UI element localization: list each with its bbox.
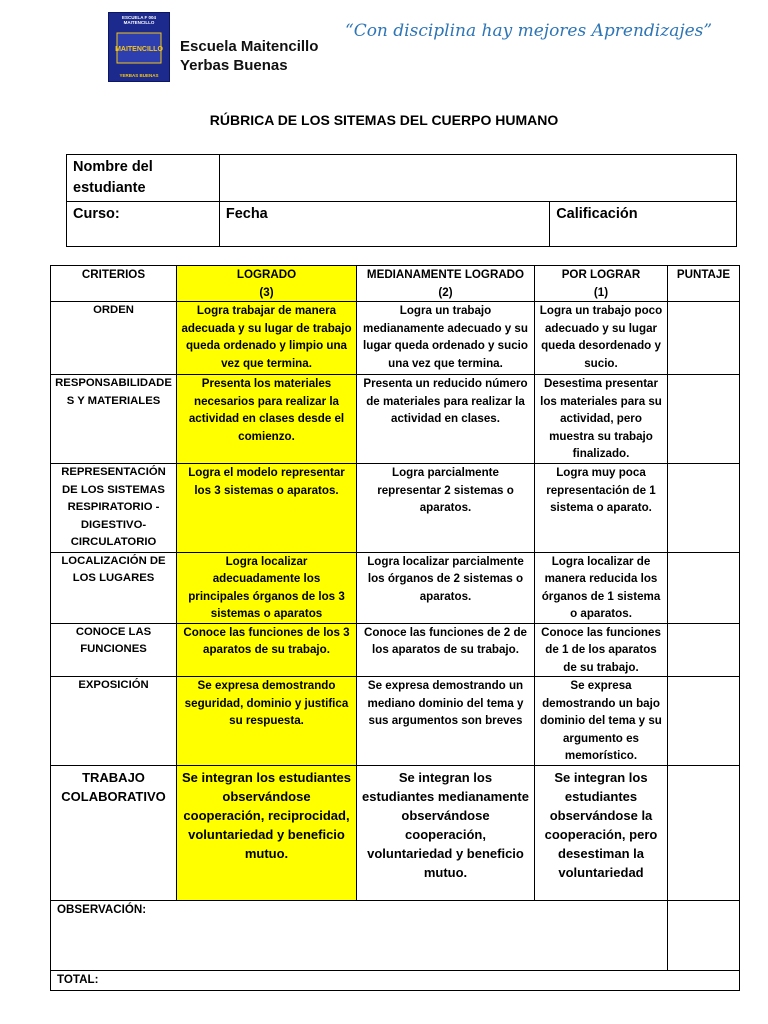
rubric-row	[51, 464, 740, 553]
rubric-row	[51, 375, 740, 464]
logrado-cell: Logra localizar adecuadamente los principales órganos de los 3 sistemas o aparatos	[177, 552, 357, 623]
por-lograr-cell: Logra un trabajo poco adecuado y su lugar queda desordenado y sucio.	[535, 302, 668, 375]
rubric-row	[51, 302, 740, 375]
rubric-row	[51, 677, 740, 766]
logrado-cell: Presenta los materiales necesarios para realizar la actividad en clases desde el comienzo.	[177, 375, 357, 464]
score-cell[interactable]	[668, 677, 740, 766]
header-criterios: CRITERIOS	[51, 266, 177, 302]
observation-score-cell[interactable]	[668, 900, 740, 970]
grade-field[interactable]: Calificación	[550, 202, 737, 247]
medianamente-cell: Conoce las funciones de 2 de los aparatos de su trabajo.	[357, 623, 535, 677]
logrado-cell: Logra el modelo representar los 3 sistemas o aparatos.	[177, 464, 357, 553]
logrado-cell: Logra trabajar de manera adecuada y su lugar de trabajo queda ordenado y limpio una vez que termina.	[177, 302, 357, 375]
document-title: RÚBRICA DE LOS SITEMAS DEL CUERPO HUMANO	[209, 112, 559, 128]
student-info-table	[66, 154, 737, 247]
rubric-row	[51, 623, 740, 677]
score-cell[interactable]	[668, 623, 740, 677]
logrado-cell: Conoce las funciones de los 3 aparatos de su trabajo.	[177, 623, 357, 677]
school-logo	[108, 12, 170, 82]
total-row	[51, 970, 740, 990]
school-name	[180, 37, 318, 75]
por-lograr-cell: Se expresa demostrando un bajo dominio del tema y su argumento es memorístico.	[535, 677, 668, 766]
header-por-lograr: POR LOGRAR (1)	[535, 266, 668, 302]
medianamente-cell: Logra parcialmente representar 2 sistemas o aparatos.	[357, 464, 535, 553]
date-field[interactable]: Fecha	[219, 202, 549, 247]
criterion-cell: CONOCE LAS FUNCIONES	[51, 623, 177, 677]
por-lograr-cell: Desestima presentar los materiales para su actividad, pero muestra su trabajo finalizado.	[535, 375, 668, 464]
logrado-cell: Se integran los estudiantes observándose cooperación, reciprocidad, voluntariedad y beneficio mutuo.	[177, 765, 357, 900]
medianamente-cell: Se integran los estudiantes medianamente observándose cooperación, voluntariedad y beneficio mutuo.	[357, 765, 535, 900]
por-lograr-cell: Se integran los estudiantes observándose la cooperación, pero desestiman la voluntariedad	[535, 765, 668, 900]
observation-field[interactable]: OBSERVACIÓN:	[51, 900, 668, 970]
student-name-field[interactable]	[219, 155, 736, 202]
criterion-cell: RESPONSABILIDADES Y MATERIALES	[51, 375, 177, 464]
header-medianamente: MEDIANAMENTE LOGRADO (2)	[357, 266, 535, 302]
score-cell[interactable]	[668, 765, 740, 900]
logo-mid-text: MAITENCILLO	[115, 46, 163, 53]
criterion-cell: TRABAJO COLABORATIVO	[51, 765, 177, 900]
por-lograr-cell: Logra muy poca representación de 1 sistema o aparato.	[535, 464, 668, 553]
school-motto: “Con disciplina hay mejores Aprendizajes”	[345, 21, 713, 41]
header-logrado: LOGRADO (3)	[177, 266, 357, 302]
por-lograr-cell: Logra localizar de manera reducida los órganos de 1 sistema o aparatos.	[535, 552, 668, 623]
score-cell[interactable]	[668, 464, 740, 553]
criterion-cell: ORDEN	[51, 302, 177, 375]
medianamente-cell: Se expresa demostrando un mediano dominio del tema y sus argumentos son breves	[357, 677, 535, 766]
score-cell[interactable]	[668, 302, 740, 375]
student-name-label: Nombre del estudiante	[67, 155, 220, 202]
medianamente-cell: Presenta un reducido número de materiales para realizar la actividad en clases.	[357, 375, 535, 464]
medianamente-cell: Logra un trabajo medianamente adecuado y su lugar queda ordenado y sucio una vez que termina.	[357, 302, 535, 375]
school-name-line-2: Yerbas Buenas	[180, 57, 288, 74]
criterion-cell: EXPOSICIÓN	[51, 677, 177, 766]
criterion-cell: LOCALIZACIÓN DE LOS LUGARES	[51, 552, 177, 623]
total-field[interactable]: TOTAL:	[51, 970, 740, 990]
course-label[interactable]: Curso:	[67, 202, 220, 247]
school-name-line-1: Escuela Maitencillo	[180, 38, 319, 55]
logo-top-text: ESCUELA F 004 MAITENCILLO	[121, 15, 157, 25]
rubric-row	[51, 765, 740, 900]
logrado-cell: Se expresa demostrando seguridad, dominio y justifica su respuesta.	[177, 677, 357, 766]
criterion-cell: REPRESENTACIÓN DE LOS SISTEMAS RESPIRATORIO - DIGESTIVO-CIRCULATORIO	[51, 464, 177, 553]
medianamente-cell: Logra localizar parcialmente los órganos de 2 sistemas o aparatos.	[357, 552, 535, 623]
logo-bottom-text: YERBAS BUENAS	[119, 73, 159, 78]
rubric-row	[51, 552, 740, 623]
observation-row	[51, 900, 740, 970]
score-cell[interactable]	[668, 375, 740, 464]
rubric-table	[50, 265, 740, 991]
rubric-header-row	[51, 266, 740, 302]
logo-emblem	[115, 31, 163, 65]
header-puntaje: PUNTAJE	[668, 266, 740, 302]
score-cell[interactable]	[668, 552, 740, 623]
por-lograr-cell: Conoce las funciones de 1 de los aparatos de su trabajo.	[535, 623, 668, 677]
